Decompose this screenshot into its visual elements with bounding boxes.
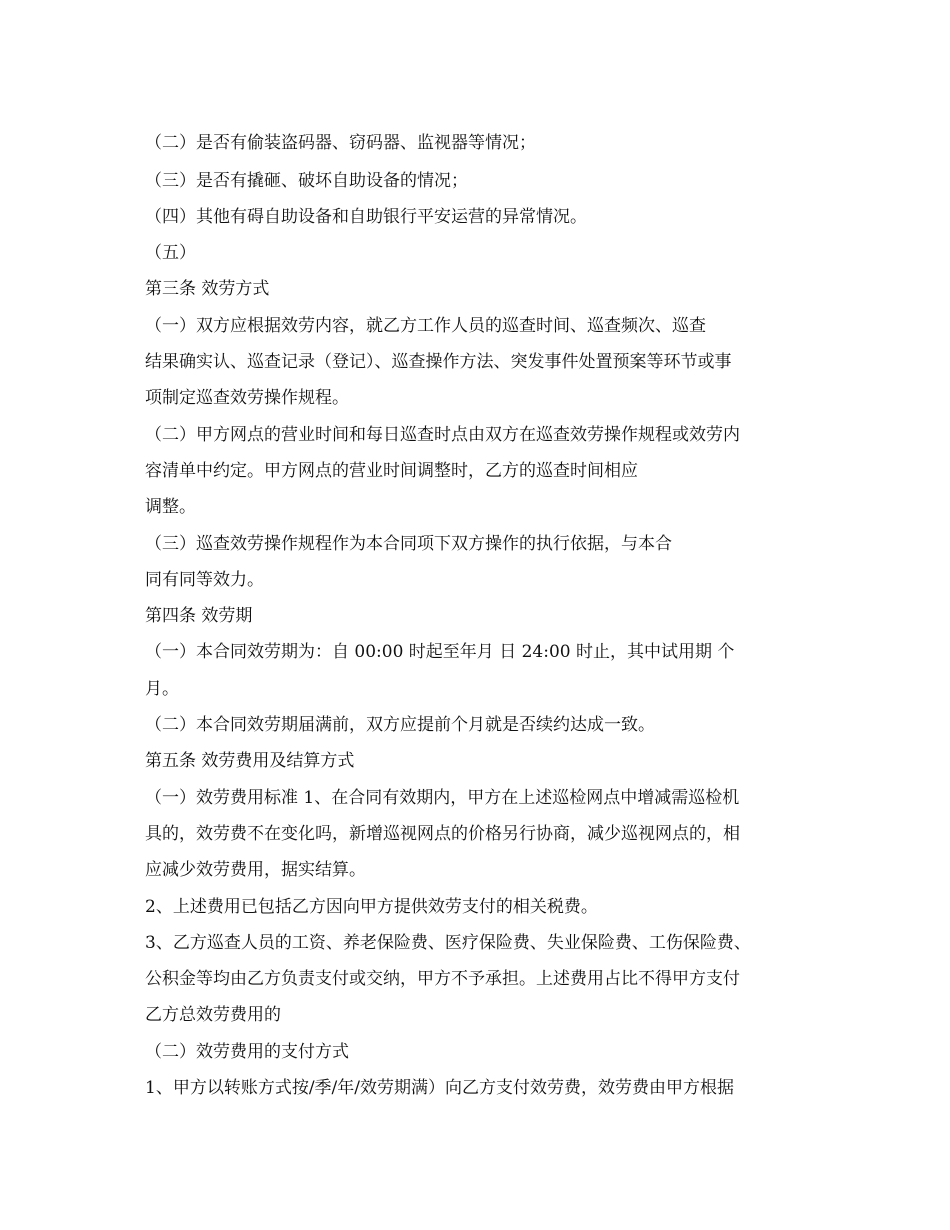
text-line: 公积金等均由乙方负责支付或交纳，甲方不予承担。上述费用占比不得甲方支付 bbox=[145, 969, 740, 989]
text-line: 应减少效劳费用，据实结算。 bbox=[145, 860, 366, 880]
text-line: 项制定巡查效劳操作规程。 bbox=[145, 388, 349, 408]
text-line: （五） bbox=[145, 243, 196, 263]
text-line: （二）甲方网点的营业时间和每日巡查时点由双方在巡查效劳操作规程或效劳内 bbox=[145, 425, 740, 445]
text-line: （三）是否有撬砸、破坏自助设备的情况； bbox=[145, 171, 468, 191]
section-heading: 第三条 效劳方式 bbox=[145, 279, 270, 299]
text-line: 具的，效劳费不在变化吗，新增巡视网点的价格另行协商，减少巡视网点的，相 bbox=[145, 824, 740, 844]
text-line: 同有同等效力。 bbox=[145, 570, 264, 590]
text-line: （二）本合同效劳期届满前，双方应提前个月就是否续约达成一致。 bbox=[145, 715, 655, 735]
section-heading: 第四条 效劳期 bbox=[145, 606, 253, 626]
text-line: （四）其他有碍自助设备和自助银行平安运营的异常情况。 bbox=[145, 207, 587, 227]
text-line: （一）双方应根据效劳内容，就乙方工作人员的巡查时间、巡查频次、巡查 bbox=[145, 316, 706, 336]
text-line: （二）效劳费用的支付方式 bbox=[145, 1042, 349, 1062]
text-line: （一）本合同效劳期为：自 00:00 时起至年月 日 24:00 时止，其中试用期 个 bbox=[145, 642, 735, 662]
text-line: （三）巡查效劳操作规程作为本合同项下双方操作的执行依据，与本合 bbox=[145, 534, 672, 554]
text-line: 结果确实认、巡查记录（登记）、巡查操作方法、突发事件处置预案等环节或事 bbox=[145, 352, 732, 372]
text-line: 3、乙方巡查人员的工资、养老保险费、医疗保险费、失业保险费、工伤保险费、 bbox=[145, 933, 751, 953]
text-line: 1、甲方以转账方式按/季/年/效劳期满）向乙方支付效劳费，效劳费由甲方根据 bbox=[145, 1078, 734, 1098]
text-line: （一）效劳费用标准 1、在合同有效期内，甲方在上述巡检网点中增减需巡检机 bbox=[145, 788, 740, 808]
text-line: 容清单中约定。甲方网点的营业时间调整时，乙方的巡查时间相应 bbox=[145, 461, 638, 481]
text-line: 乙方总效劳费用的 bbox=[145, 1005, 281, 1025]
text-line: 调整。 bbox=[145, 497, 196, 517]
section-heading: 第五条 效劳费用及结算方式 bbox=[145, 751, 355, 771]
text-line: （二）是否有偷装盗码器、窃码器、监视器等情况； bbox=[145, 133, 536, 153]
text-line: 月。 bbox=[145, 679, 179, 699]
text-line: 2、上述费用已包括乙方因向甲方提供效劳支付的相关税费。 bbox=[145, 897, 598, 917]
